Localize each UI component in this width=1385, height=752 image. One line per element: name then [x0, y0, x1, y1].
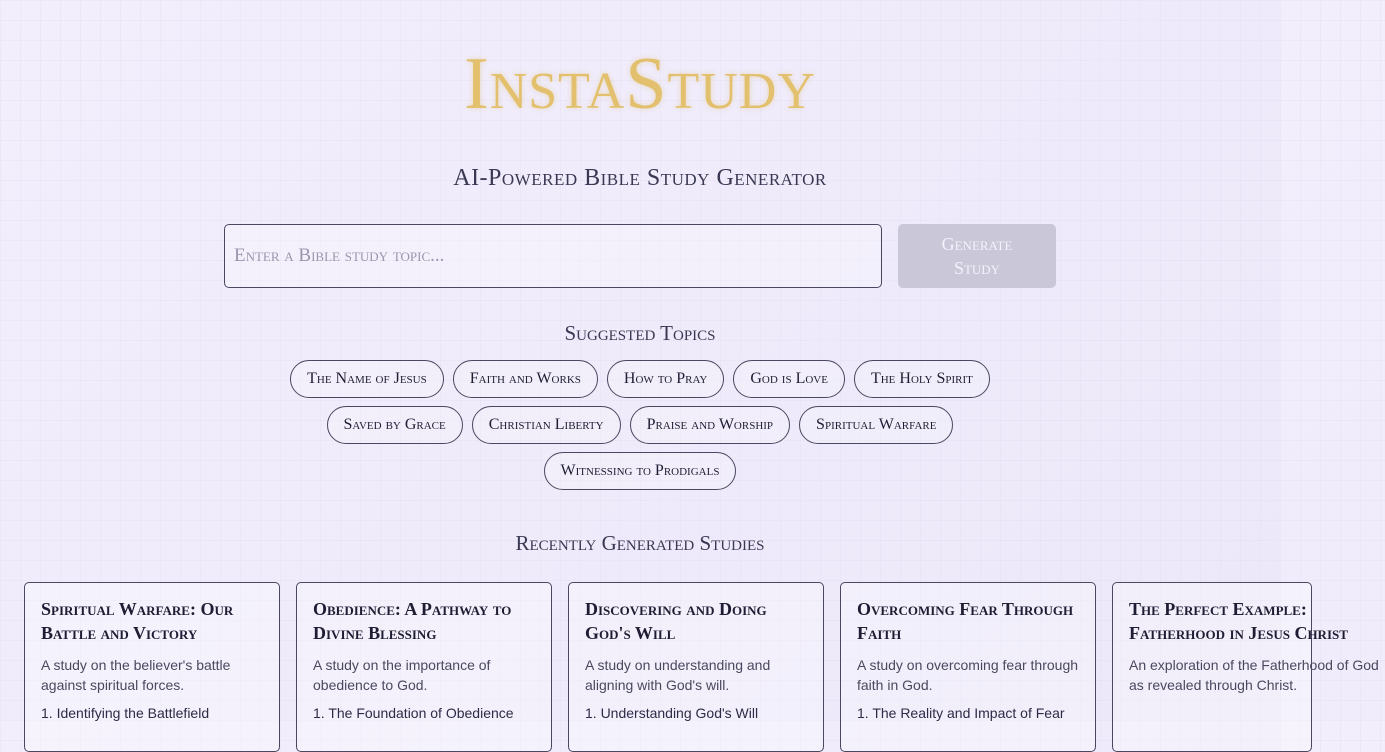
study-card[interactable]: [24, 582, 280, 752]
suggested-topics-heading: Suggested Topics: [564, 321, 716, 345]
topic-chip[interactable]: Praise and Worship: [630, 406, 790, 444]
study-card-point: 1. The Foundation of Obedience: [313, 705, 514, 721]
topic-chip[interactable]: How to Pray: [607, 360, 724, 398]
topic-chip[interactable]: The Name of Jesus: [290, 360, 444, 398]
study-card-description: A study on the importance of obedience to God.: [313, 657, 491, 693]
study-card-title: Spiritual Warfare: Our Battle and Victory: [41, 599, 234, 643]
topic-input[interactable]: [224, 224, 882, 288]
topic-chip[interactable]: Christian Liberty: [472, 406, 621, 444]
recent-studies-list: [24, 582, 1379, 722]
topic-chip[interactable]: Faith and Works: [453, 360, 598, 398]
study-card-point: 1. Understanding God's Will: [585, 705, 759, 721]
study-card[interactable]: [1112, 582, 1379, 752]
app-subtitle: AI-Powered Bible Study Generator: [453, 165, 827, 191]
study-card-title: Overcoming Fear Through Faith: [857, 599, 1074, 643]
study-card-title: Discovering and Doing God's Will: [585, 599, 767, 643]
study-card[interactable]: [296, 582, 552, 752]
study-card-title-text: The Perfect Example: Fatherhood in Jesus Christ: [1129, 599, 1348, 643]
study-card-point: 1. The Reality and Impact of Fear: [857, 705, 1065, 721]
topic-chip[interactable]: The Holy Spirit: [854, 360, 990, 398]
study-card[interactable]: [840, 582, 1096, 752]
topic-chip[interactable]: Witnessing to Prodigals: [544, 452, 737, 490]
app-logo: InstaStudy: [464, 43, 816, 125]
study-card-description: An exploration of the Fatherhood of God as revealed through Christ.: [1129, 657, 1379, 693]
study-card-description: A study on overcoming fear through faith in God.: [857, 657, 1079, 693]
study-card[interactable]: [568, 582, 824, 752]
study-card-title: [1129, 597, 1348, 645]
study-card-point: 1. Identifying the Battlefield: [41, 705, 210, 721]
suggested-topics-list: [240, 360, 1040, 490]
study-card-description: A study on understanding and aligning with God's will.: [585, 657, 771, 693]
topic-chip[interactable]: Spiritual Warfare: [799, 406, 953, 444]
study-card-title: Obedience: A Pathway to Divine Blessing: [313, 599, 512, 643]
topic-chip[interactable]: God is Love: [733, 360, 845, 398]
recent-studies-heading: Recently Generated Studies: [515, 531, 765, 555]
generate-study-button[interactable]: Generate Study: [898, 224, 1056, 288]
study-card-description: A study on the believer's battle against spiritual forces.: [41, 657, 231, 693]
topic-chip[interactable]: Saved by Grace: [327, 406, 463, 444]
